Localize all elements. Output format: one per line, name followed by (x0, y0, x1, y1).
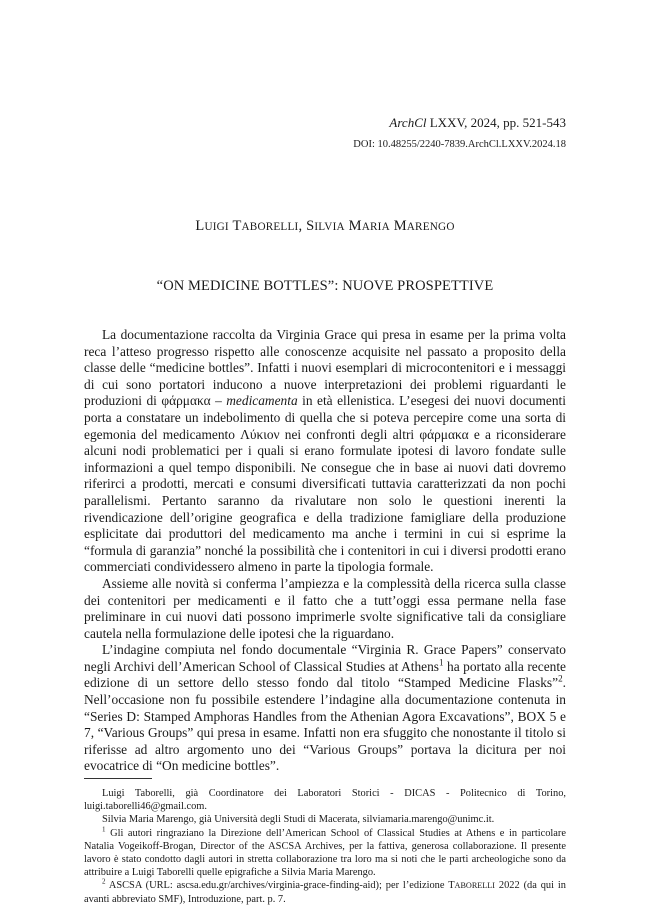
author2-last-initial: M (393, 218, 407, 234)
author-separator: , (298, 218, 307, 234)
author2-first-initial: S (306, 218, 315, 234)
p1-text-c: nei confronti degli altri (279, 426, 420, 442)
paragraph-2: Assieme alle novità si conferma l’ampiezza e la complessità della ricerca sulla classe dei contenitori per medicamenti e il fatto che a tutt’oggi essa permane nella fase preliminare in cui nuovi dati possono imprimerle svolte significative tali da consigliare cautela nella formulazione delle ipotesi che la riguardano. (84, 575, 566, 641)
footnote-ref-1[interactable]: 1 (439, 657, 444, 668)
footnote-2-text-a: ASCSA (URL: ascsa.edu.gr/archives/virginia-grace-finding-aid); per l’edizione (105, 880, 449, 892)
footnote-number-2: 2 (102, 877, 106, 886)
footnote-ref-2[interactable]: 2 (558, 674, 563, 684)
author2-middle-initial: M (348, 218, 362, 234)
greek-term: φάρμακα (419, 426, 469, 442)
author2-first-rest: ILVIA (314, 221, 345, 233)
author2-last-rest: ARENGO (406, 221, 455, 233)
body-text (84, 327, 566, 775)
footnote-number-1: 1 (102, 825, 106, 834)
p1-text-a: La documentazione raccolta da Virginia Grace qui presa in esame per la prima volta reca l’atteso progresso rispetto alle conoscenze acquisite nel passato a proposito della classe delle “medicine bottles”. Infatti i nuovi esemplari di microcontenitori e i messaggi di cui sono portatori inducono a nuove interpretazioni dei problemi riguardanti le produzioni di (84, 327, 566, 409)
p1-text-b: in età ellenistica. L’esegesi dei nuovi documenti porta a constatare un indebolimento di quella che si poteva percepire come una sorta di egemonia del medicamento (84, 393, 566, 442)
dash: – (210, 393, 227, 409)
p3-text-b: ha portato alla recente edizione di un settore dello stesso fondo dal titolo “Stamped Medicine Flasks” (84, 658, 566, 691)
author1-last-rest: ABORELLI (241, 221, 299, 233)
footnote-divider (84, 778, 152, 779)
author1-last-initial: T (232, 218, 242, 234)
greek-term: Λύκιον (240, 426, 280, 442)
author-line (0, 218, 650, 235)
p1-text-d: e a riconsiderare alcuni nodi problematici per i quali si erano formulate ipotesi di lavoro fondate sulle informazioni a quel tempo disponibili. Ne consegue che in base ai nuovi dati dovremo riferirci a prodotti, mercati e consumi diversificati tuttavia caratterizzati da non pochi parallelismi. Pertanto saranno da rivalutare non solo le questioni inerenti la rivendicazione dell’origine geografica e della tradizione famigliare della produzione esplicitate dai produttori del medicamento ma anche i termini in cui si esprime la “formula di garanzia” nonché la possibilità che i contenitori in cui i diversi prodotti erano commerciati condividessero almeno in parte la tipologia formale. (84, 426, 566, 575)
p3-text-c: . Nell’occasione non fu possibile estendere l’indagine alla documentazione contenuta in “Series D: Stamped Amphoras Handles from the Athenian Agora Excavations”, BOX 5 e 7, “Various Groups” qui presa in esame. Infatti non era sfuggito che nonostante il titolo si riferisse ad altro argomento uno dei “Various Groups” portava la dicitura per noi evocatrice di “On medicine bottles”. (84, 675, 566, 774)
footnote-1 (84, 827, 566, 880)
footnote-2-text-b: 2022 (da qui in avanti abbreviato SMF), Introduzione, part. p. 7. (84, 880, 566, 905)
author-affiliation-2: Silvia Maria Marengo, già Università degli Studi di Macerata, silviamaria.marengo@unimc.it. (102, 814, 495, 826)
doi: DOI: 10.48255/2240-7839.ArchCl.LXXV.2024.18 (353, 139, 566, 150)
footnote-2 (84, 879, 566, 905)
volume-pages: LXXV, 2024, pp. 521-543 (426, 115, 566, 130)
article-title: “ON MEDICINE BOTTLES”: NUOVE PROSPETTIVE (156, 278, 494, 294)
footnote-1-text: Gli autori ringraziano la Direzione dell’American School of Classical Studies at Athens e in particolare Natalia Vogeikoff-Brogan, Director of the ASCSA Archives, per la fattiva, generosa collaborazione. Il presente lavoro è stato condotto dagli autori in stretta collaborazione tra loro ma si noti che le parti archeologiche sono da attribuire a Luigi Taborelli quelle epigrafiche a Silvia Maria Marengo. (84, 827, 566, 879)
footnote-2-author-initial: T (448, 880, 455, 892)
author1-first-rest: UIGI (204, 221, 229, 233)
journal-abbreviation: ArchCl (389, 115, 427, 130)
footnotes (84, 787, 566, 906)
p3-text-a: L’indagine compiuta nel fondo documentale “Virginia R. Grace Papers” conservato negli Archivi dell’American School of Classical Studies at Athens (84, 642, 566, 674)
author-affiliation-1: Luigi Taborelli, già Coordinatore dei Laboratori Storici - DICAS - Politecnico di Torino, luigi.taborelli46@gmail.com. (84, 788, 566, 813)
paragraph-1 (84, 327, 566, 576)
paragraph-3 (84, 642, 566, 775)
author2-middle-rest: ARIA (361, 221, 390, 233)
greek-term: φάρμακα (161, 393, 211, 409)
journal-citation (389, 115, 566, 131)
latin-term: medicamenta (226, 393, 298, 409)
author1-first-initial: L (195, 218, 205, 234)
footnote-2-author-rest: ABORELLI (454, 881, 496, 891)
